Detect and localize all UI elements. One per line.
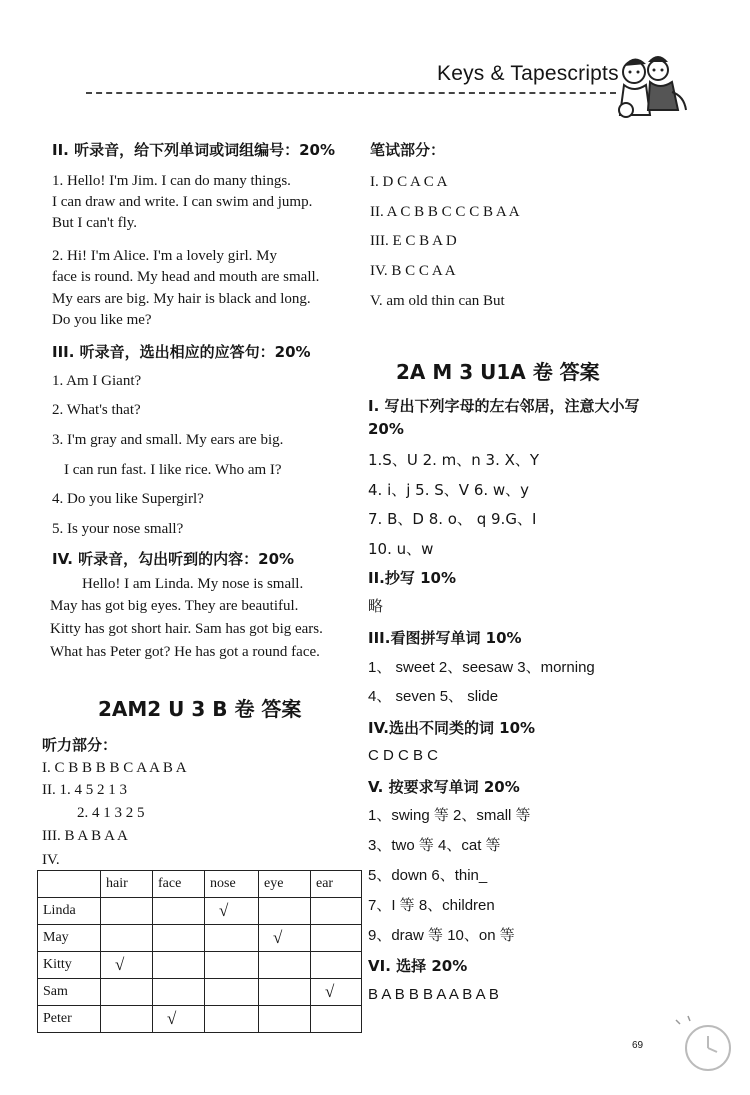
text-line: II. A C B B C C C B A A	[370, 204, 520, 220]
text-line: Hello! I am Linda. My nose is small.	[82, 576, 304, 592]
text-line: 4. Do you like Supergirl?	[52, 491, 204, 507]
table-row	[38, 979, 362, 1006]
cartoon-kids-icon	[612, 52, 692, 124]
table-cell: √	[101, 952, 153, 979]
text-line: IV.选出不同类的词 10%	[368, 719, 536, 737]
table-cell	[259, 898, 311, 925]
table-header-cell: face	[153, 871, 205, 898]
table-row	[38, 1006, 362, 1033]
table-cell	[205, 979, 259, 1006]
text-line: face is round. My head and mouth are small.	[52, 269, 320, 285]
table-cell: √	[153, 1006, 205, 1033]
table-row-label: Peter	[38, 1006, 101, 1033]
text-line: 1、 sweet 2、seesaw 3、morning	[368, 659, 595, 676]
text-line: 2. What's that?	[52, 402, 141, 418]
table-cell	[311, 925, 362, 952]
table-row	[38, 952, 362, 979]
table-cell	[101, 898, 153, 925]
text-line: 9、draw 等 10、on 等	[368, 927, 515, 944]
text-line: V. 按要求写单词 20%	[368, 778, 520, 796]
text-line: 2. 4 1 3 2 5	[77, 805, 145, 821]
table-cell: √	[259, 925, 311, 952]
text-line: 1、swing 等 2、small 等	[368, 807, 531, 824]
header-divider	[86, 92, 616, 94]
table-cell	[311, 1006, 362, 1033]
text-line: I. D C A C A	[370, 174, 448, 190]
table-cell: √	[205, 898, 259, 925]
text-line: IV.	[42, 852, 60, 868]
text-line: 7、I 等 8、children	[368, 897, 495, 914]
table-cell	[259, 979, 311, 1006]
table-cell	[205, 1006, 259, 1033]
table-header-cell: hair	[101, 871, 153, 898]
table-cell	[311, 898, 362, 925]
header-title: Keys & Tapescripts	[437, 62, 619, 85]
table-cell	[101, 925, 153, 952]
table-row-label: Linda	[38, 898, 101, 925]
text-line: III. B A B A A	[42, 828, 128, 844]
text-line: I can draw and write. I can swim and jump.	[52, 194, 313, 210]
text-line: V. am old thin can But	[370, 293, 505, 309]
text-line: 7. B、D 8. o、 q 9.G、I	[368, 510, 537, 528]
table-header-cell: ear	[311, 871, 362, 898]
table-cell	[153, 898, 205, 925]
text-line: IV. B C C A A	[370, 263, 456, 279]
text-line: My ears are big. My hair is black and long.	[52, 291, 311, 307]
text-line: 4. i、j 5. S、V 6. w、y	[368, 481, 530, 499]
text-line: 3. I'm gray and small. My ears are big.	[52, 432, 284, 448]
table-header-cell: nose	[205, 871, 259, 898]
table-row-label: Sam	[38, 979, 101, 1006]
text-line: 3、two 等 4、cat 等	[368, 837, 501, 854]
table-row	[38, 925, 362, 952]
section-heading-2am2: 2AM2 U 3 B 卷 答案	[98, 697, 302, 721]
clock-deco-icon	[668, 1010, 738, 1080]
table-row-label: Kitty	[38, 952, 101, 979]
table-cell	[205, 925, 259, 952]
text-line: I. C B B B B C A A B A	[42, 760, 187, 776]
text-line: 略	[368, 597, 384, 615]
text-line: 听力部分：	[42, 736, 118, 754]
text-line: I. 写出下列字母的左右邻居，注意大小写	[368, 397, 640, 415]
table-cell	[153, 925, 205, 952]
text-line: C D C B C	[368, 747, 439, 764]
table-cell	[259, 1006, 311, 1033]
text-line: 2. Hi! I'm Alice. I'm a lovely girl. My	[52, 248, 277, 264]
table-header-cell	[38, 871, 101, 898]
text-line: III. 听录音，选出相应的应答句：20%	[52, 343, 311, 361]
table-row-label: May	[38, 925, 101, 952]
table-header-cell: eye	[259, 871, 311, 898]
table-row	[38, 898, 362, 925]
text-line: VI. 选择 20%	[368, 957, 468, 975]
text-line: B A B B B A A B A B	[368, 986, 499, 1003]
page-number: 69	[632, 1040, 644, 1051]
text-line: II. 听录音，给下列单词或词组编号：20%	[52, 141, 335, 159]
text-line: IV. 听录音，勾出听到的内容：20%	[52, 550, 295, 568]
table-cell	[311, 952, 362, 979]
answer-table	[37, 870, 362, 1033]
text-line: 1. Hello! I'm Jim. I can do many things.	[52, 173, 291, 189]
text-line: 20%	[368, 420, 404, 438]
text-line: 5、down 6、thin_	[368, 867, 488, 884]
table-cell	[153, 979, 205, 1006]
text-line: III.看图拼写单词 10%	[368, 629, 522, 647]
text-line: 笔试部分：	[370, 141, 446, 159]
text-line: Kitty has got short hair. Sam has got big ears.	[50, 621, 323, 637]
text-line: May has got big eyes. They are beautiful.	[50, 598, 299, 614]
text-line: 1. Am I Giant?	[52, 373, 142, 389]
text-line: 4、 seven 5、 slide	[368, 688, 499, 705]
text-line: But I can't fly.	[52, 215, 138, 231]
text-line: Do you like me?	[52, 312, 152, 328]
table-cell	[153, 952, 205, 979]
text-line: III. E C B A D	[370, 233, 457, 249]
table-cell	[101, 1006, 153, 1033]
section-heading-2am3: 2A M 3 U1A 卷 答案	[396, 360, 600, 384]
text-line: II.抄写 10%	[368, 569, 456, 587]
table-cell	[259, 952, 311, 979]
text-line: I can run fast. I like rice. Who am I?	[64, 462, 282, 478]
table-header-row	[38, 871, 362, 898]
text-line: 5. Is your nose small?	[52, 521, 184, 537]
table-cell: √	[311, 979, 362, 1006]
table-cell	[101, 979, 153, 1006]
text-line: II. 1. 4 5 2 1 3	[42, 782, 127, 798]
table-cell	[205, 952, 259, 979]
text-line: 1.S、U 2. m、n 3. X、Y	[368, 451, 540, 469]
text-line: 10. u、w	[368, 540, 434, 558]
text-line: What has Peter got? He has got a round face.	[50, 644, 320, 660]
